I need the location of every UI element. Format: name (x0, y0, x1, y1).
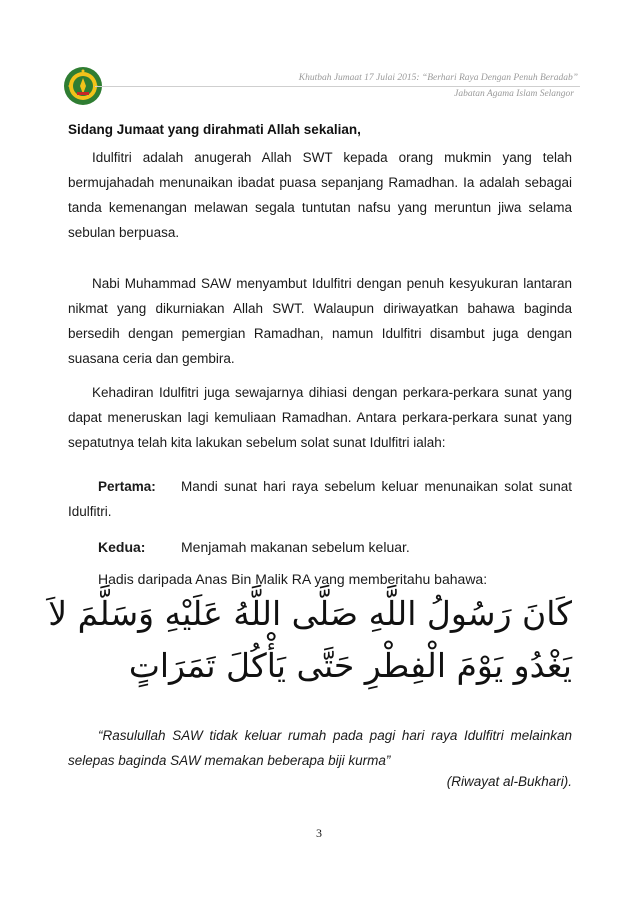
header-subtitle: Jabatan Agama Islam Selangor (454, 89, 574, 99)
paragraph-3-text: Kehadiran Idulfitri juga sewajarnya dihiasi dengan perkara-perkara sunat yang dapat meneruskan lagi kemuliaan Ramadhan. Antara perkara-perkara sunat yang sepatutnya telah kita lakukan sebelum solat sunat Idulfitri ialah: (68, 385, 572, 450)
list-item-pertama (68, 474, 572, 524)
paragraph-2-text: Nabi Muhammad SAW menyambut Idulfitri dengan penuh kesyukuran lantaran nikmat yang dikurniakan Allah SWT. Walaupun diriwayatkan bahawa baginda bersedih dengan pemergian Ramadhan, namun Idulfitri disambut juga dengan suasana ceria dan gembira. (68, 276, 572, 366)
hadis-intro: Hadis daripada Anas Bin Malik RA yang memberitahu bahawa: (98, 571, 488, 587)
hadith-translation (68, 723, 572, 773)
hadith-source: (Riwayat al-Bukhari). (446, 774, 572, 789)
item-text: Mandi sunat hari raya sebelum keluar menunaikan solat sunat Idulfitri. (68, 479, 572, 519)
paragraph-2 (68, 271, 572, 371)
item-text: Menjamah makanan sebelum keluar. (181, 539, 410, 555)
salutation-heading: Sidang Jumaat yang dirahmati Allah sekalian, (68, 122, 361, 137)
header-title: Khutbah Jumaat 17 Julai 2015: “Berhari Raya Dengan Penuh Beradab” (298, 73, 578, 83)
page-number: 3 (316, 826, 322, 840)
item-label: Kedua: (98, 539, 146, 555)
paragraph-1-text: Idulfitri adalah anugerah Allah SWT kepada orang mukmin yang telah bermujahadah menunaikan ibadat puasa sepanjang Ramadhan. Ia adalah sebagai tanda kemenangan melawan segala tuntutan nafsu yang meruntun jiwa selama sebulan berpuasa. (68, 150, 572, 240)
paragraph-1 (68, 145, 572, 245)
header-divider (95, 86, 580, 87)
arabic-hadith-line-1: كَانَ رَسُولُ اللَّهِ صَلَّى اللَّهُ عَلَيْهِ وَسَلَّمَ لاَ (48, 594, 572, 633)
paragraph-3 (68, 380, 572, 455)
item-label: Pertama: (98, 479, 156, 494)
list-item-kedua (68, 535, 572, 560)
arabic-hadith-line-2: يَغْدُو يَوْمَ الْفِطْرِ حَتَّى يَأْكُلَ تَمَرَاتٍ (128, 646, 572, 685)
hadith-translation-text: “Rasulullah SAW tidak keluar rumah pada pagi hari raya Idulfitri melainkan selepas baginda SAW memakan beberapa biji kurma” (68, 728, 572, 768)
